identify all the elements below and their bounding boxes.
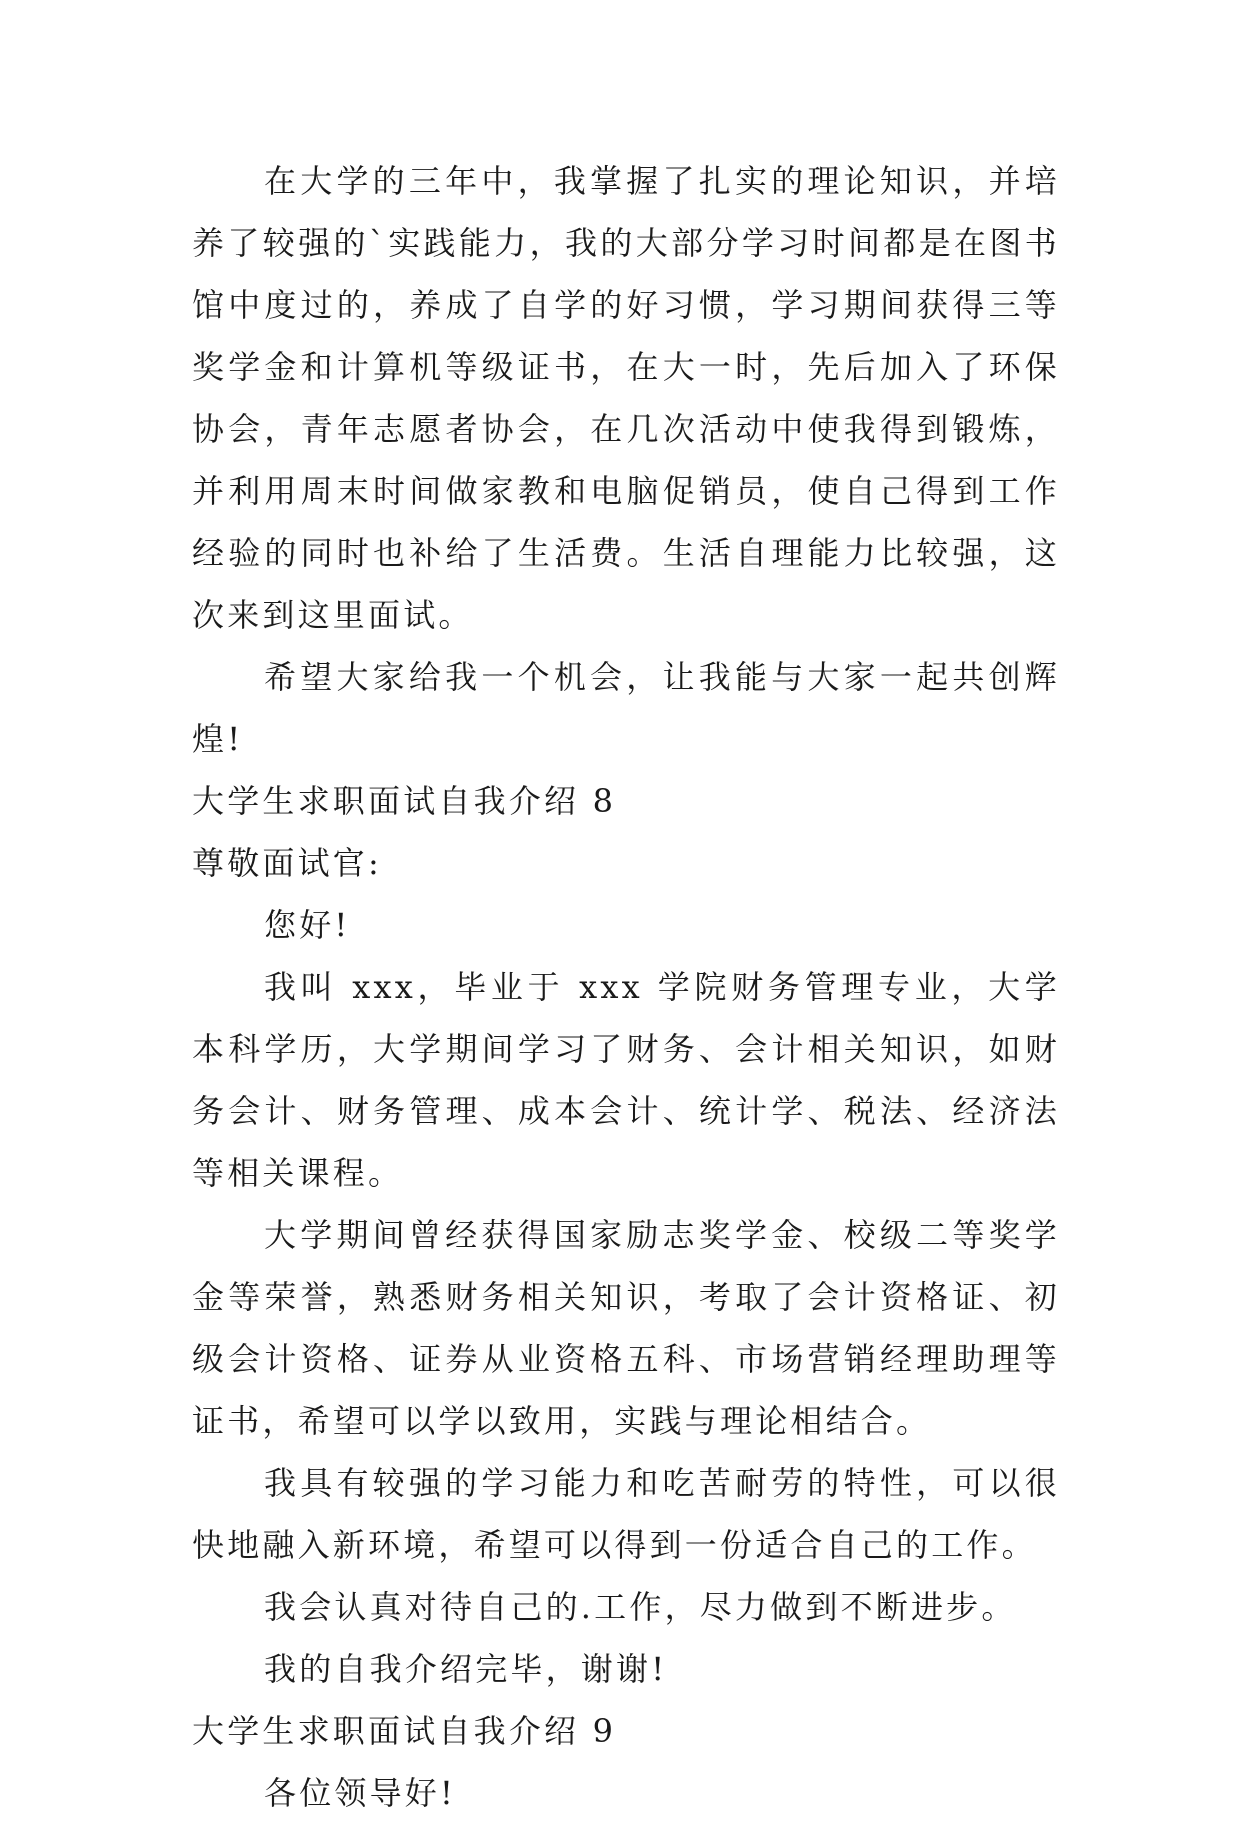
paragraph-abilities: 我具有较强的学习能力和吃苦耐劳的特性，可以很快地融入新环境，希望可以得到一份适合自己的工作。 — [192, 1464, 1060, 1564]
document-body — [192, 150, 1060, 1824]
section-heading-8: 大学生求职面试自我介绍 8 — [192, 782, 617, 820]
paragraph-background: 我叫 xxx，毕业于 xxx 学院财务管理专业，大学本科学历，大学期间学习了财务、会计相关知识，如财务会计、财务管理、成本会计、统计学、税法、经济法等相关课程。 — [192, 968, 1060, 1192]
section-heading-9: 大学生求职面试自我介绍 9 — [192, 1712, 617, 1750]
greeting-leaders: 各位领导好! — [264, 1774, 457, 1812]
greeting: 您好! — [264, 906, 351, 944]
paragraph-commitment: 我会认真对待自己的.工作，尽力做到不断进步。 — [264, 1588, 1017, 1626]
paragraph-honors: 大学期间曾经获得国家励志奖学金、校级二等奖学金等荣誉，熟悉财务相关知识，考取了会计资格证、初级会计资格、证券从业资格五科、市场营销经理助理等证书，希望可以学以致用，实践与理论相结合。 — [192, 1216, 1060, 1440]
paragraph-thanks: 我的自我介绍完毕，谢谢! — [264, 1650, 668, 1688]
paragraph-campus-experience: 在大学的三年中，我掌握了扎实的理论知识，并培养了较强的`实践能力，我的大部分学习时间都是在图书馆中度过的，养成了自学的好习惯，学习期间获得三等奖学金和计算机等级证书，在大一时，先后加入了环保协会，青年志愿者协会，在几次活动中使我得到锻炼，并利用周末时间做家教和电脑促销员，使自己得到工作经验的同时也补给了生活费。生活自理能力比较强，这次来到这里面试。 — [192, 162, 1060, 634]
salutation: 尊敬面试官: — [192, 844, 382, 882]
paragraph-closing-wish: 希望大家给我一个机会，让我能与大家一起共创辉煌! — [192, 658, 1060, 758]
